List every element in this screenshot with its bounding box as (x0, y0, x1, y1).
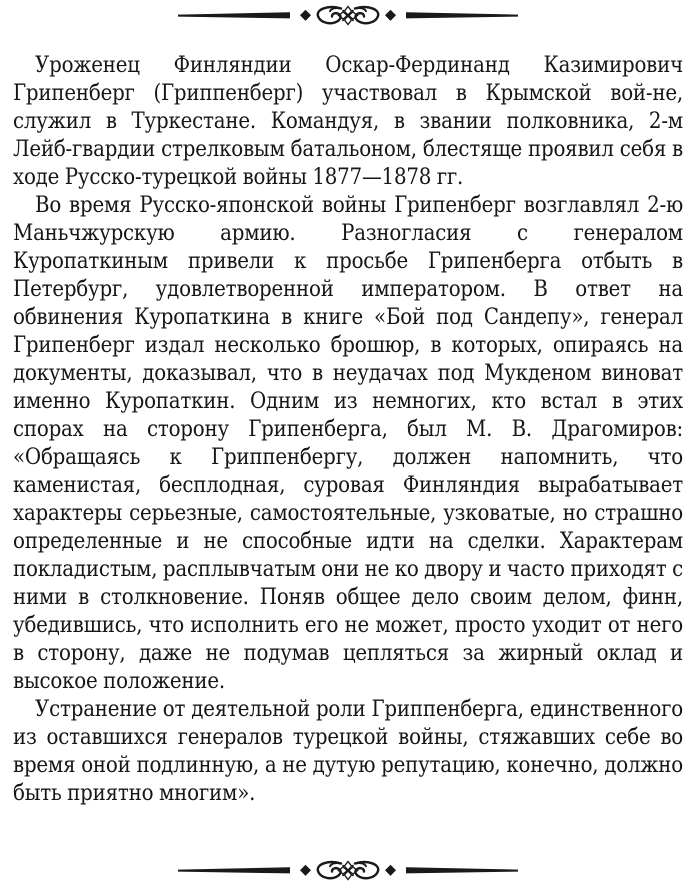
paragraph-2: Во время Русско-японской войны Грипенберг возглавлял 2-ю Маньчжурскую армию. Разногласия с генералом Куропаткиным привели к просьбе Грипенберга отбыть в Петербург, удовлетворенной императором. В ответ на обвинения Куропаткина в книге «Бой под Сандепу», генерал Грипенберг издал несколько брошюр, в которых, опираясь на документы, доказывал, что в неудачах под Мукденом виноват именно Куропаткин. Одним из немногих, кто встал в этих спорах на сторону Грипенберга, был М. В. Драгомиров: «Обращаясь к Гриппенбергу, должен напомнить, что каменистая, бесплодная, суровая Финляндия вырабатывает характеры серьезные, самостоятельные, узковатые, но страшно определенные и не способные идти на сделки. Характерам покладистым, расплывчатым они не ко двору и часто приходят с ними в столкновение. Поняв общее дело своим делом, финн, убедившись, что исполнить его не может, просто уходит от него в сторону, даже не подумав цепляться за жирный оклад и высокое положение. (13, 193, 683, 694)
text-block (0, 52, 696, 808)
divider-ornament-graphic (178, 859, 518, 883)
paragraph-1: Уроженец Финляндии Оскар-Фердинанд Казимирович Грипенберг (Гриппенберг) участвовал в Крымской вой-не, служил в Туркестане. Командуя, в звании полковника, 2-м Лейб-гвардии стрелковым батальоном, блестяще проявил себя в ходе Русско-турецкой войны 1877—1878 гг. (13, 53, 683, 190)
top-divider-ornament (0, 4, 696, 28)
divider-ornament-graphic (178, 4, 518, 28)
bottom-divider-ornament (0, 859, 696, 883)
paragraph-3: Устранение от деятельной роли Гриппенберга, единственного из оставшихся генералов турецкой войны, стяжавших себе во время оной подлинную, а не дутую репутацию, конечно, должно быть приятно многим». (13, 697, 683, 806)
